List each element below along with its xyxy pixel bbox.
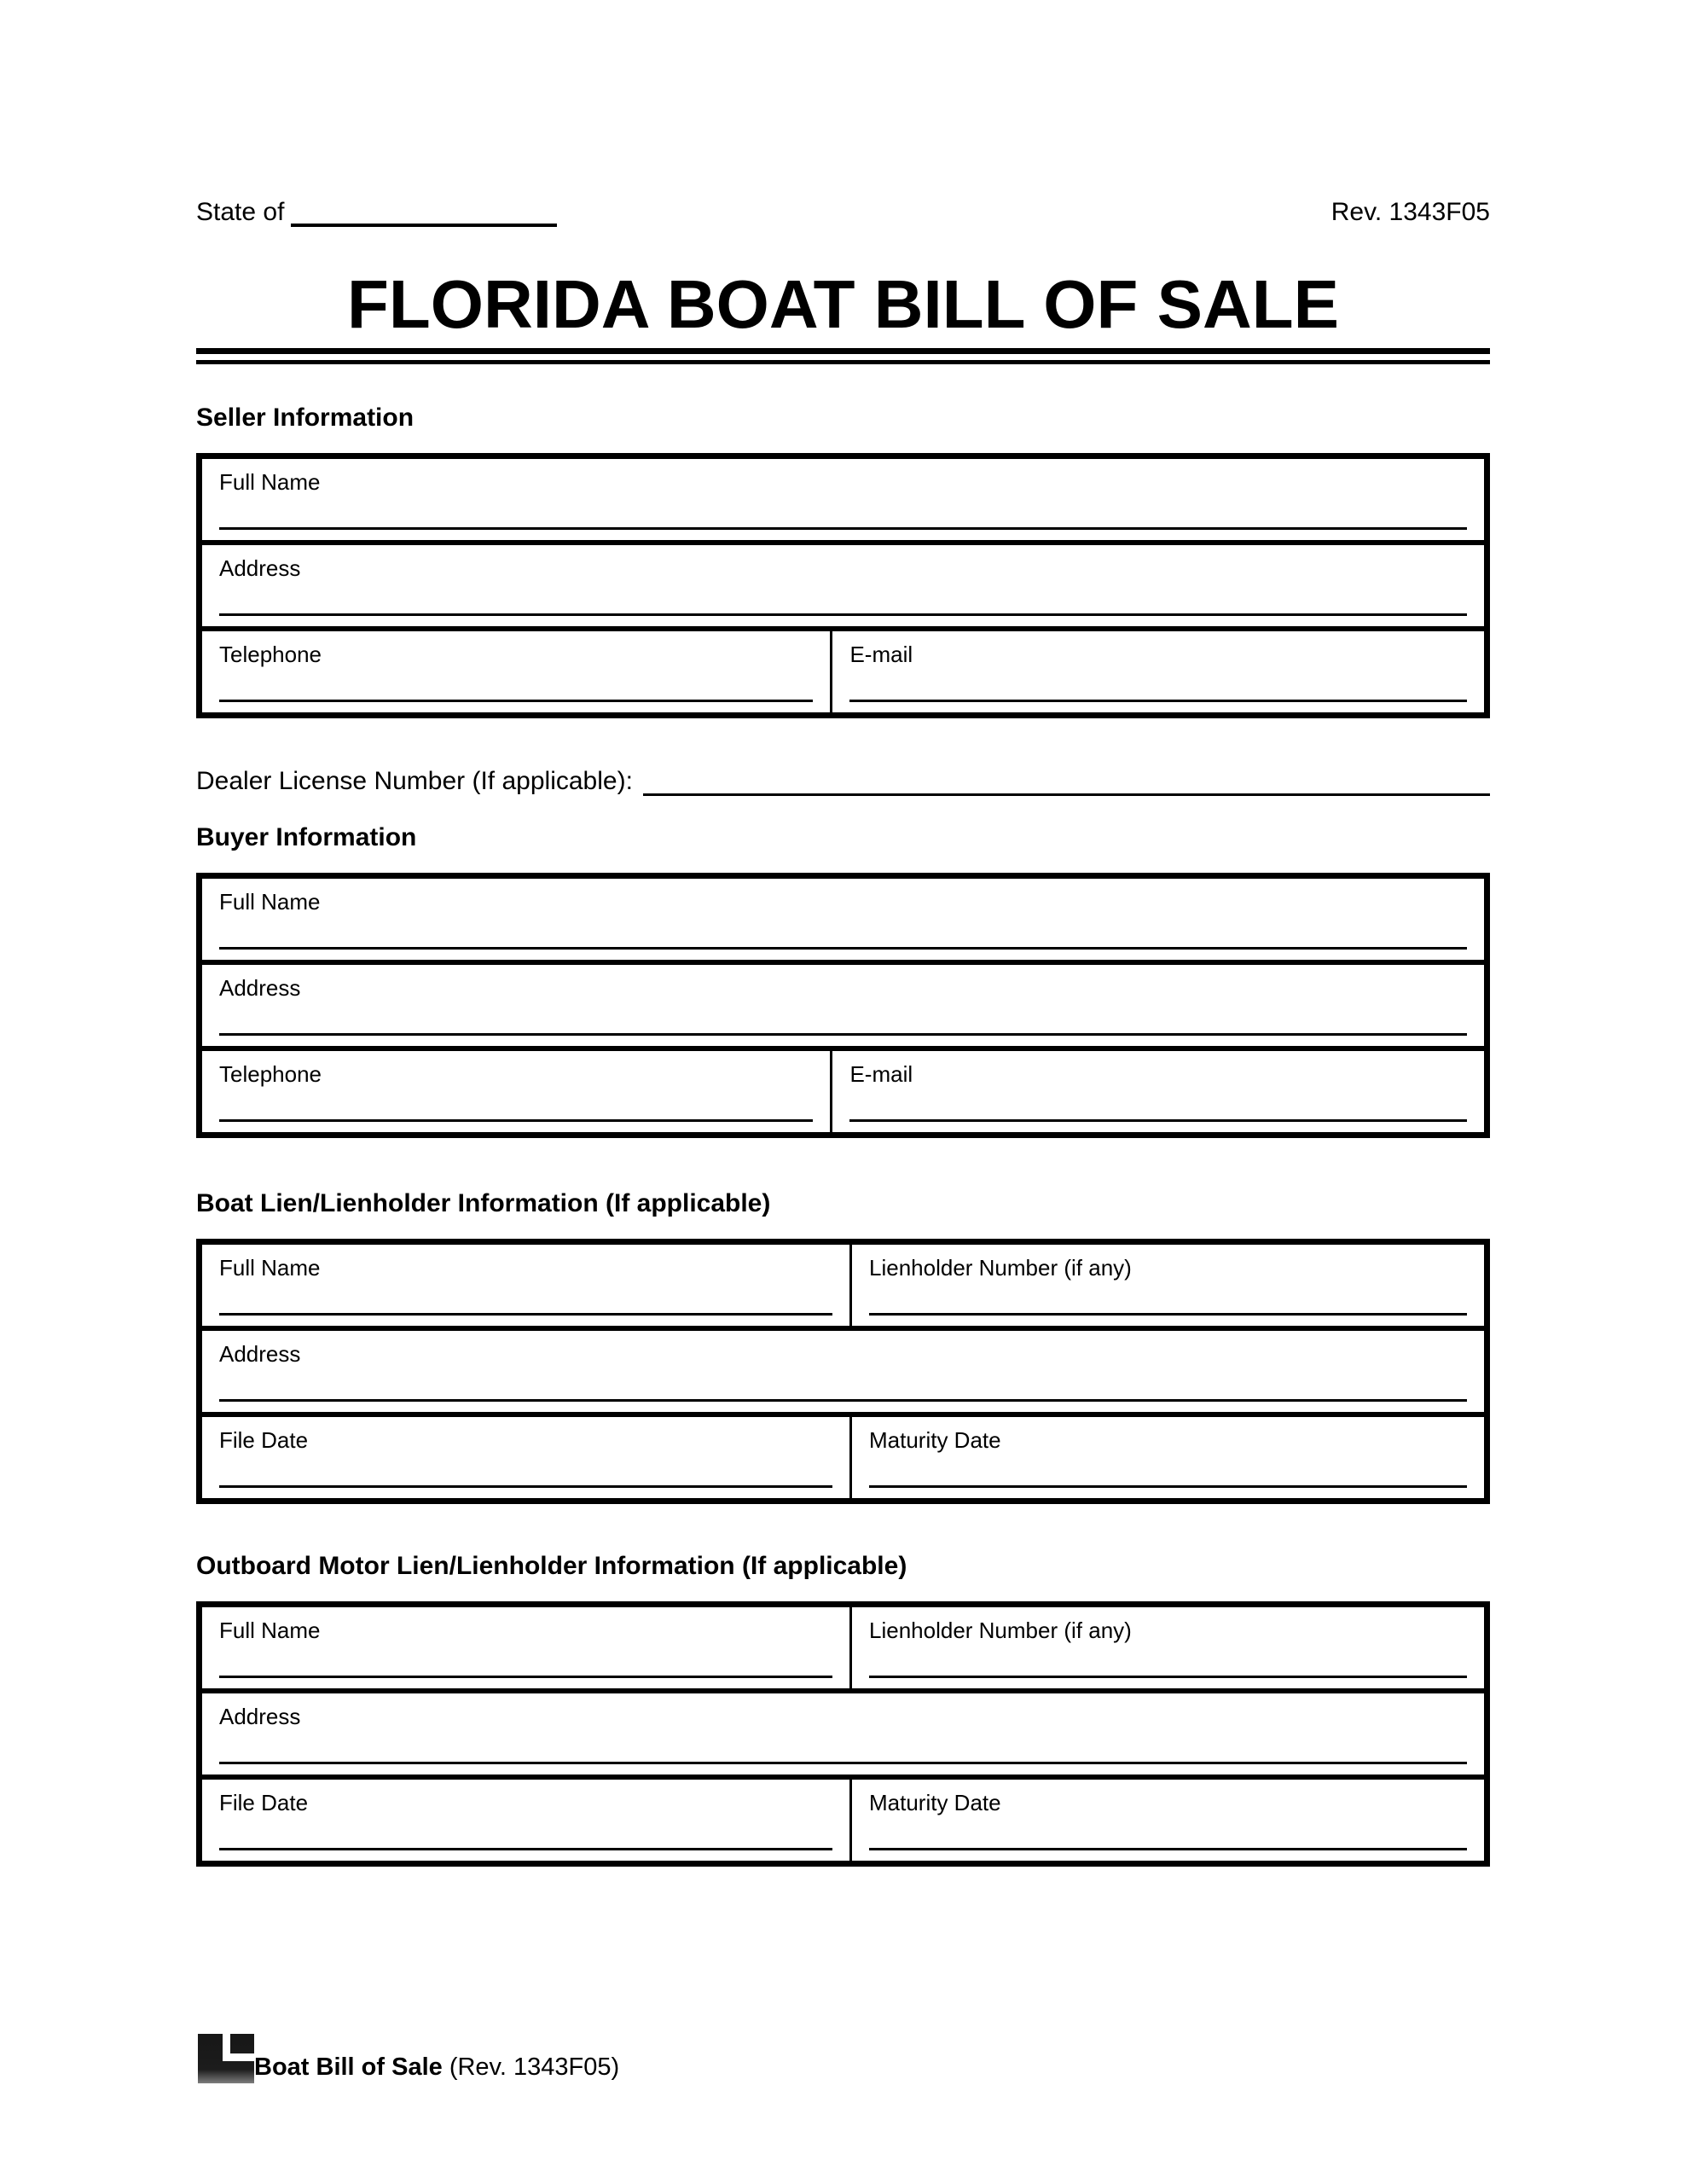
boat-lien-full-name-label: Full Name: [219, 1255, 321, 1281]
table-row: [202, 1046, 1484, 1132]
boat-lien-maturity-date-label: Maturity Date: [869, 1427, 1001, 1453]
outboard-lien-full-name-cell: [202, 1607, 849, 1688]
legal-templates-logo-icon: [198, 2034, 254, 2083]
buyer-telephone-label: Telephone: [219, 1061, 322, 1087]
seller-table: [196, 453, 1490, 718]
outboard-lien-file-date-cell: [202, 1780, 849, 1861]
buyer-full-name-label: Full Name: [219, 889, 321, 915]
outboard-lien-full-name-label: Full Name: [219, 1618, 321, 1643]
outboard-lien-address-label: Address: [219, 1704, 301, 1729]
boat-lien-maturity-date-cell: [849, 1417, 1484, 1498]
logo-l-horizontal-bar: [223, 2053, 254, 2061]
table-row: [202, 1245, 1484, 1326]
table-row: [202, 1688, 1484, 1774]
buyer-telephone-blank-line[interactable]: [219, 1119, 813, 1122]
table-row: [202, 1607, 1484, 1688]
state-of-label: State of: [196, 198, 285, 226]
buyer-telephone-cell: [202, 1051, 830, 1132]
boat-lien-address-label: Address: [219, 1341, 301, 1367]
seller-full-name-cell: [202, 459, 1484, 540]
table-row: [202, 1412, 1484, 1498]
seller-full-name-blank-line[interactable]: [219, 527, 1467, 530]
state-of-blank-line[interactable]: [291, 195, 557, 227]
table-row: [202, 960, 1484, 1046]
table-row: [202, 626, 1484, 712]
boat-lien-address-cell: [202, 1331, 1484, 1412]
doc-header: [196, 195, 1490, 227]
boat-lien-maturity-date-blank-line[interactable]: [869, 1485, 1467, 1488]
buyer-full-name-cell: [202, 879, 1484, 960]
doc-footer: [198, 2034, 619, 2083]
seller-email-cell: [830, 631, 1484, 712]
seller-telephone-blank-line[interactable]: [219, 700, 813, 702]
seller-email-blank-line[interactable]: [849, 700, 1467, 702]
buyer-full-name-blank-line[interactable]: [219, 947, 1467, 950]
outboard-lien-file-date-blank-line[interactable]: [219, 1848, 832, 1850]
buyer-table: [196, 873, 1490, 1138]
outboard-lien-maturity-date-blank-line[interactable]: [869, 1848, 1467, 1850]
table-row: [202, 540, 1484, 626]
seller-full-name-label: Full Name: [219, 469, 321, 495]
buyer-address-blank-line[interactable]: [219, 1033, 1467, 1036]
boat-lien-address-blank-line[interactable]: [219, 1399, 1467, 1402]
outboard-lien-section-heading: Outboard Motor Lien/Lienholder Information (If applicable): [196, 1552, 907, 1580]
boat-lien-number-blank-line[interactable]: [869, 1313, 1467, 1316]
boat-lien-number-label: Lienholder Number (if any): [869, 1255, 1132, 1281]
boat-lien-full-name-blank-line[interactable]: [219, 1313, 832, 1316]
seller-telephone-label: Telephone: [219, 642, 322, 667]
boat-lien-file-date-cell: [202, 1417, 849, 1498]
footer-text: [254, 2053, 619, 2082]
seller-email-label: E-mail: [849, 642, 913, 667]
dealer-license-line: [196, 764, 1490, 796]
buyer-section-heading: Buyer Information: [196, 823, 417, 851]
seller-address-label: Address: [219, 555, 301, 581]
title-double-rule: [196, 348, 1490, 364]
buyer-address-cell: [202, 965, 1484, 1046]
revision-label: Rev. 1343F05: [1330, 198, 1490, 226]
state-of-line: [196, 195, 557, 227]
outboard-lien-full-name-blank-line[interactable]: [219, 1676, 832, 1678]
table-row: [202, 1774, 1484, 1861]
dealer-license-label: Dealer License Number (If applicable):: [196, 767, 633, 795]
outboard-lien-number-cell: [849, 1607, 1484, 1688]
outboard-lien-table: [196, 1601, 1490, 1867]
buyer-email-cell: [830, 1051, 1484, 1132]
boat-lien-number-cell: [849, 1245, 1484, 1326]
boat-lien-section-heading: Boat Lien/Lienholder Information (If applicable): [196, 1189, 771, 1217]
table-row: [202, 879, 1484, 960]
seller-telephone-cell: [202, 631, 830, 712]
seller-section-heading: Seller Information: [196, 404, 415, 432]
footer-doc-name: Boat Bill of Sale: [254, 2053, 443, 2081]
outboard-lien-maturity-date-cell: [849, 1780, 1484, 1861]
outboard-lien-maturity-date-label: Maturity Date: [869, 1790, 1001, 1815]
footer-rev: (Rev. 1343F05): [449, 2053, 620, 2081]
table-row: [202, 1326, 1484, 1412]
buyer-email-blank-line[interactable]: [849, 1119, 1467, 1122]
boat-lien-full-name-cell: [202, 1245, 849, 1326]
seller-address-cell: [202, 545, 1484, 626]
table-row: [202, 459, 1484, 540]
outboard-lien-address-blank-line[interactable]: [219, 1762, 1467, 1764]
outboard-lien-file-date-label: File Date: [219, 1790, 309, 1815]
outboard-lien-number-label: Lienholder Number (if any): [869, 1618, 1132, 1643]
boat-lien-table: [196, 1239, 1490, 1504]
page-title: FLORIDA BOAT BILL OF SALE: [347, 266, 1339, 342]
boat-lien-file-date-label: File Date: [219, 1427, 309, 1453]
outboard-lien-address-cell: [202, 1693, 1484, 1774]
dealer-license-blank-line[interactable]: [643, 764, 1490, 796]
page-content: [196, 0, 1490, 1867]
buyer-address-label: Address: [219, 975, 301, 1001]
boat-lien-file-date-blank-line[interactable]: [219, 1485, 832, 1488]
buyer-email-label: E-mail: [849, 1061, 913, 1087]
seller-address-blank-line[interactable]: [219, 613, 1467, 616]
outboard-lien-number-blank-line[interactable]: [869, 1676, 1467, 1678]
